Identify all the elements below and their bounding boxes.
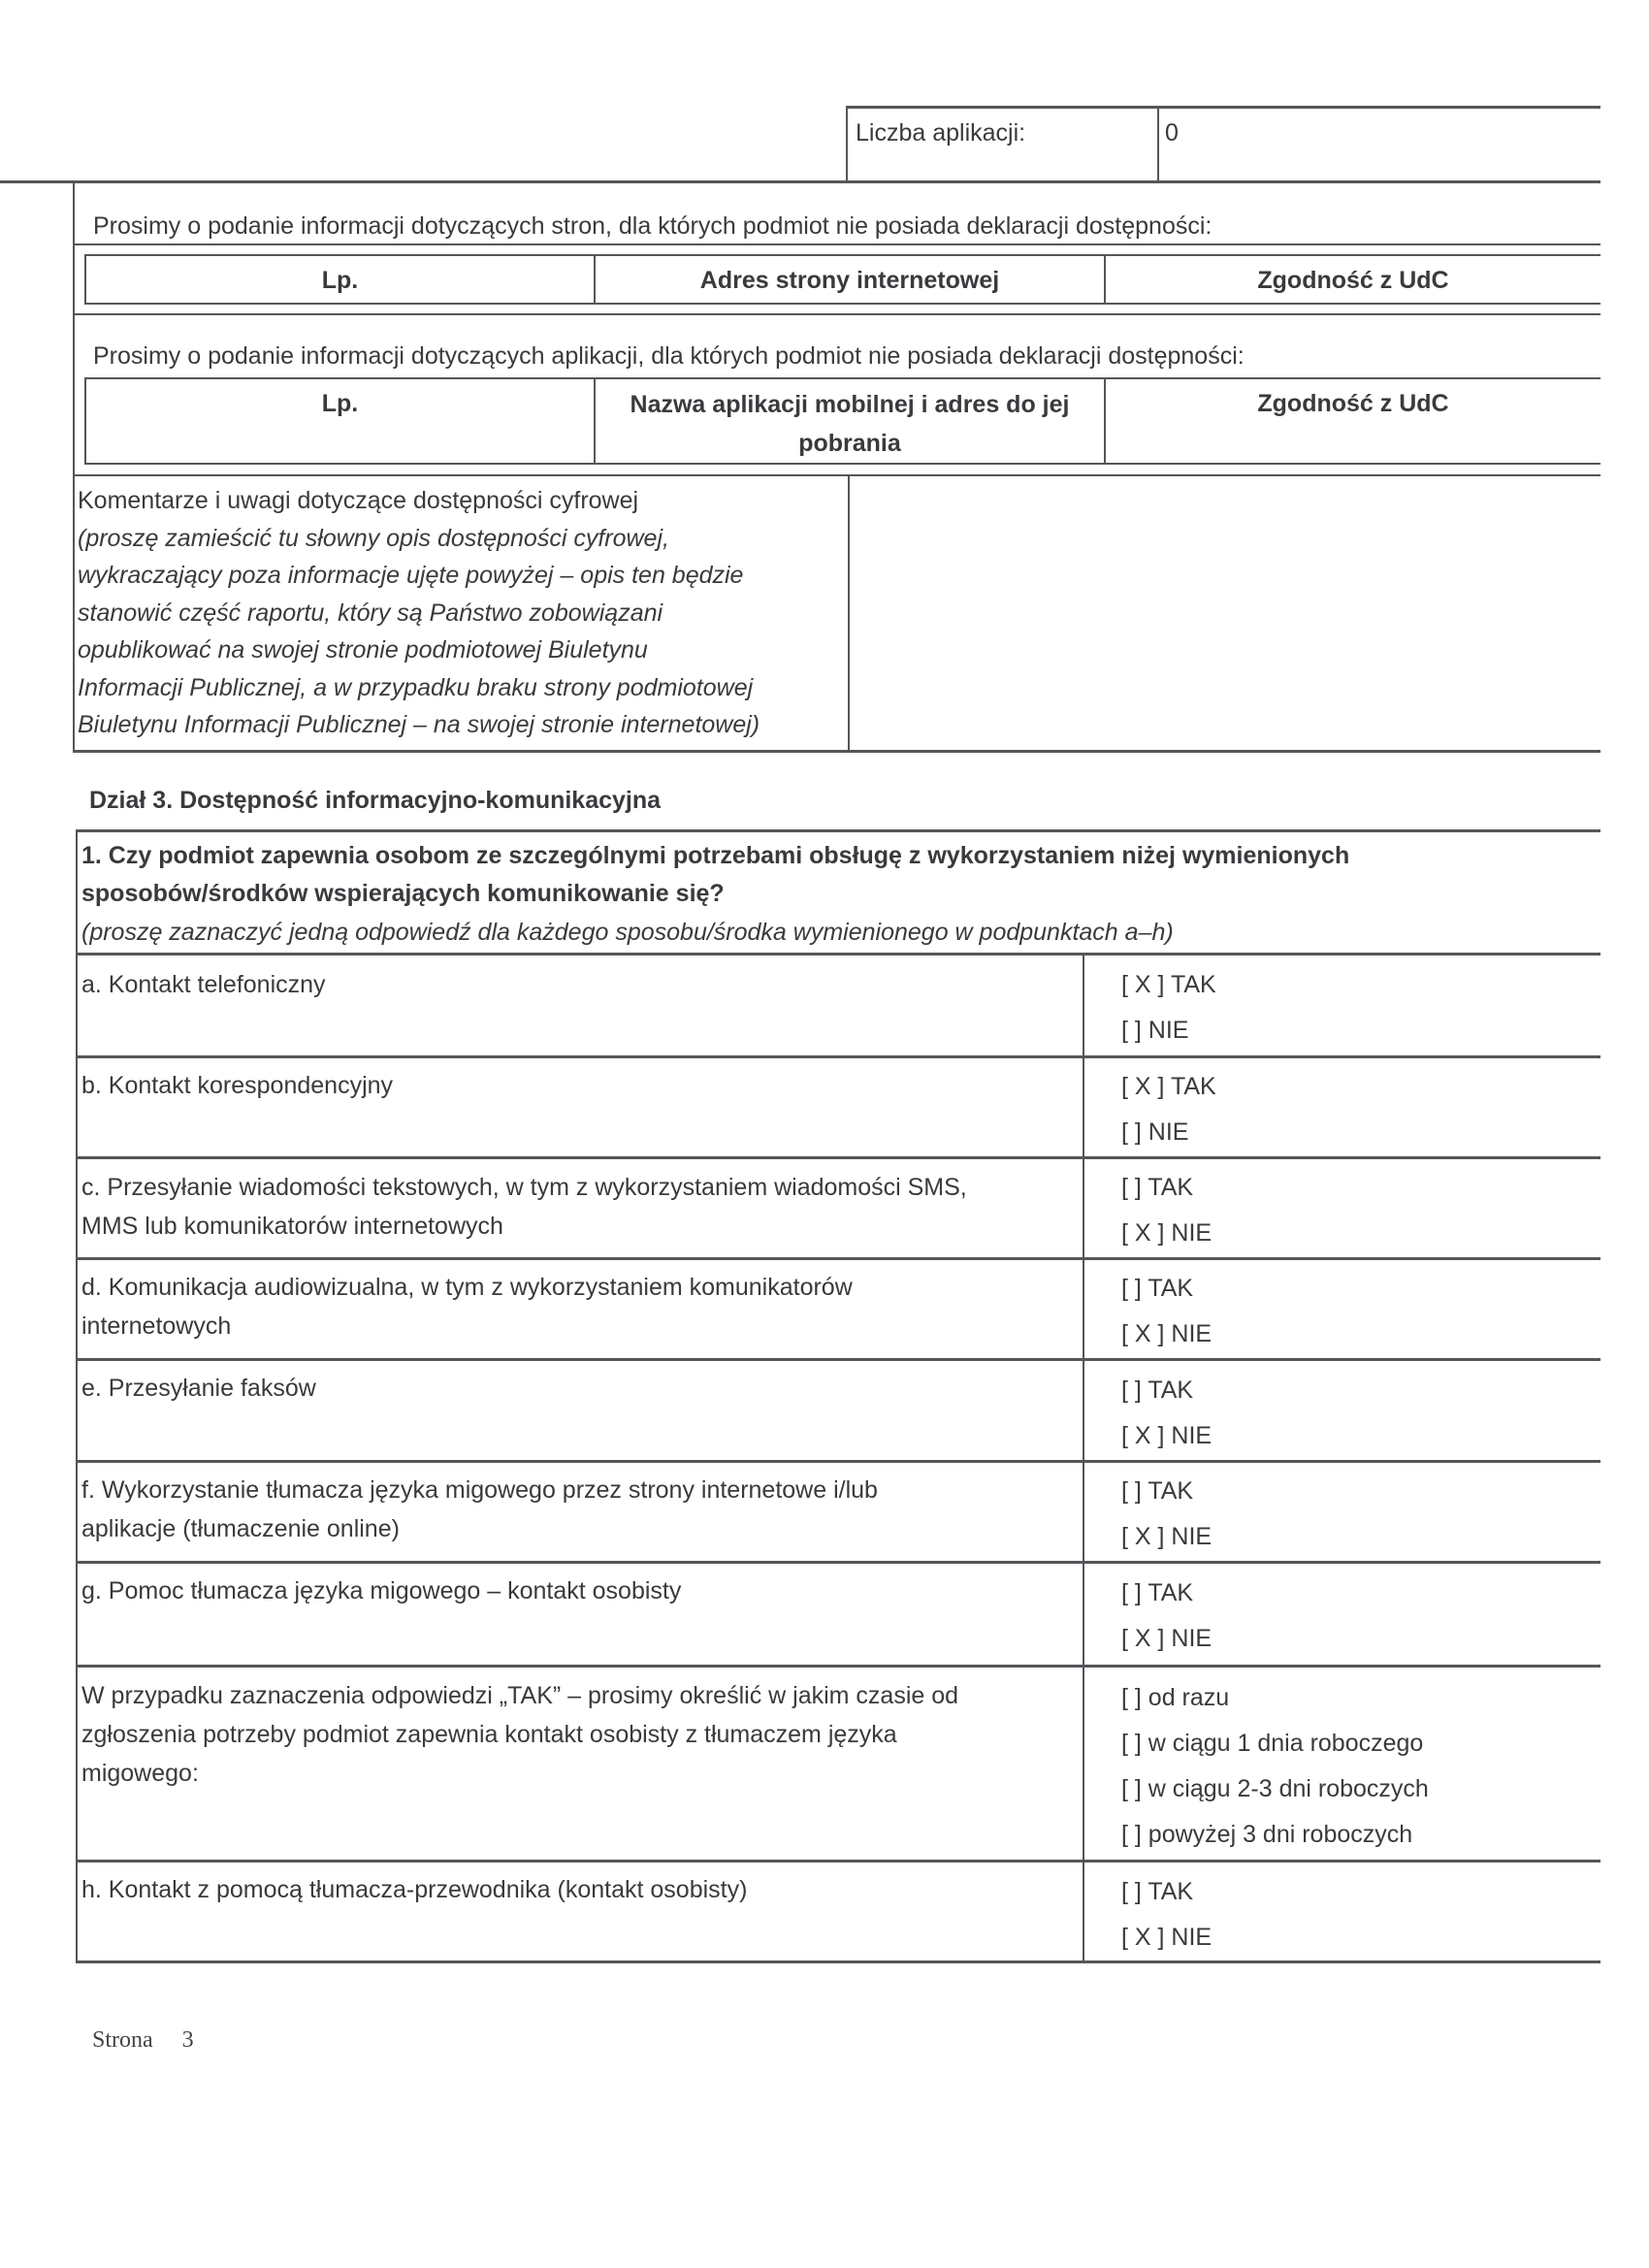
apps-col-compliance: Zgodność z UdC xyxy=(1257,390,1449,417)
comments-hint-4: opublikować na swojej stronie podmiotowej Biuletynu xyxy=(78,636,648,664)
checkbox[interactable]: [ X ] xyxy=(1121,1073,1165,1100)
comments-hint-1: (proszę zamieścić tu słowny opis dostępności cyfrowej, xyxy=(78,524,669,552)
checkbox[interactable]: [ ] xyxy=(1121,1730,1142,1757)
row-g-option-tak[interactable] xyxy=(1121,1578,1193,1607)
option-label: TAK xyxy=(1148,1275,1194,1302)
option-label: TAK xyxy=(1148,1174,1194,1201)
option-label: NIE xyxy=(1171,1924,1212,1951)
row-e-label: e. Przesyłanie faksów xyxy=(81,1375,316,1402)
option-label: NIE xyxy=(1171,1320,1212,1347)
row-b-label: b. Kontakt korespondencyjny xyxy=(81,1072,394,1099)
websites-col-lp: Lp. xyxy=(321,267,359,294)
checkbox[interactable]: [ X ] xyxy=(1121,1422,1165,1449)
row-b-option-tak[interactable] xyxy=(1121,1072,1216,1101)
page-number: 3 xyxy=(181,2027,194,2053)
row-e-option-nie[interactable] xyxy=(1121,1421,1212,1450)
row-g-label: g. Pomoc tłumacza języka migowego – kontakt osobisty xyxy=(81,1577,682,1604)
apps-count-value[interactable]: 0 xyxy=(1165,119,1179,146)
row-f-line-1: f. Wykorzystanie tłumacza języka migowego przez strony internetowe i/lub xyxy=(81,1476,878,1504)
checkbox[interactable]: [ ] xyxy=(1121,1684,1142,1711)
checkbox[interactable]: [ X ] xyxy=(1121,1523,1165,1550)
timing-line-2: zgłoszenia potrzeby podmiot zapewnia kontakt osobisty z tłumaczem języka xyxy=(81,1721,897,1748)
apps-col-name-line2: pobrania xyxy=(798,430,901,457)
checkbox[interactable]: [ X ] xyxy=(1121,971,1165,998)
row-h-option-nie[interactable] xyxy=(1121,1923,1212,1952)
checkbox[interactable]: [ ] xyxy=(1121,1579,1142,1606)
comments-title: Komentarze i uwagi dotyczące dostępności cyfrowej xyxy=(78,487,639,514)
row-h-label: h. Kontakt z pomocą tłumacza-przewodnika (kontakt osobisty) xyxy=(81,1876,748,1903)
option-label: TAK xyxy=(1148,1579,1194,1606)
timing-option-1-day[interactable] xyxy=(1121,1729,1423,1758)
timing-option-over-3-days[interactable] xyxy=(1121,1820,1412,1849)
websites-col-address: Adres strony internetowej xyxy=(699,267,1000,294)
row-f-option-tak[interactable] xyxy=(1121,1476,1193,1506)
row-c-line-1: c. Przesyłanie wiadomości tekstowych, w tym z wykorzystaniem wiadomości SMS, xyxy=(81,1174,967,1201)
option-label: w ciągu 1 dnia roboczego xyxy=(1148,1730,1424,1757)
checkbox[interactable]: [ ] xyxy=(1121,1878,1142,1905)
option-label: NIE xyxy=(1171,1219,1212,1247)
row-f-option-nie[interactable] xyxy=(1121,1522,1212,1551)
checkbox[interactable]: [ ] xyxy=(1121,1174,1142,1201)
websites-col-compliance: Zgodność z UdC xyxy=(1257,267,1449,294)
row-d-line-2: internetowych xyxy=(81,1312,232,1340)
row-c-line-2: MMS lub komunikatorów internetowych xyxy=(81,1213,503,1240)
option-label: powyżej 3 dni roboczych xyxy=(1148,1821,1413,1848)
row-d-option-tak[interactable] xyxy=(1121,1274,1193,1303)
checkbox[interactable]: [ X ] xyxy=(1121,1219,1165,1247)
timing-label xyxy=(81,1676,958,1793)
apps-col-name-line1: Nazwa aplikacji mobilnej i adres do jej xyxy=(630,391,1070,418)
row-a-label: a. Kontakt telefoniczny xyxy=(81,971,326,998)
comments-hint-3: stanowić część raportu, który są Państwo zobowiązani xyxy=(78,599,663,627)
option-label: TAK xyxy=(1148,1477,1194,1505)
comments-hint-2: wykraczający poza informacje ujęte powyżej – opis ten będzie xyxy=(78,562,744,589)
option-label: NIE xyxy=(1171,1523,1212,1550)
row-f-line-2: aplikacje (tłumaczenie online) xyxy=(81,1515,400,1542)
option-label: NIE xyxy=(1148,1017,1189,1044)
section3-question xyxy=(81,837,1349,913)
row-h-option-tak[interactable] xyxy=(1121,1877,1193,1906)
option-label: NIE xyxy=(1171,1422,1212,1449)
checkbox[interactable]: [ ] xyxy=(1121,1775,1142,1802)
row-a-option-nie[interactable] xyxy=(1121,1016,1188,1045)
comments-hint-5: Informacji Publicznej, a w przypadku braku strony podmiotowej xyxy=(78,673,754,701)
checkbox[interactable]: [ ] xyxy=(1121,1377,1142,1404)
row-f-label xyxy=(81,1471,878,1548)
row-a-option-tak[interactable] xyxy=(1121,970,1216,999)
row-c-option-tak[interactable] xyxy=(1121,1173,1193,1202)
checkbox[interactable]: [ ] xyxy=(1121,1118,1142,1146)
comments-hint-6: Biuletynu Informacji Publicznej – na swojej stronie internetowej) xyxy=(78,711,760,738)
option-label: NIE xyxy=(1171,1625,1212,1652)
question-line-1: 1. Czy podmiot zapewnia osobom ze szczególnymi potrzebami obsługę z wykorzystaniem niżej wymienionych xyxy=(81,842,1350,869)
websites-prompt: Prosimy o podanie informacji dotyczących stron, dla których podmiot nie posiada deklaracji dostępności: xyxy=(93,212,1212,240)
checkbox[interactable]: [ X ] xyxy=(1121,1625,1165,1652)
option-label: w ciągu 2-3 dni roboczych xyxy=(1148,1775,1429,1802)
option-label: TAK xyxy=(1170,1073,1216,1100)
row-b-option-nie[interactable] xyxy=(1121,1118,1188,1147)
row-c-option-nie[interactable] xyxy=(1121,1218,1212,1247)
apps-col-lp: Lp. xyxy=(321,390,359,417)
option-label: TAK xyxy=(1170,971,1216,998)
apps-count-label: Liczba aplikacji: xyxy=(856,119,1026,146)
checkbox[interactable]: [ X ] xyxy=(1121,1320,1165,1347)
checkbox[interactable]: [ ] xyxy=(1121,1821,1142,1848)
timing-line-1: W przypadku zaznaczenia odpowiedzi „TAK” – prosimy określić w jakim czasie od xyxy=(81,1682,959,1709)
checkbox[interactable]: [ ] xyxy=(1121,1275,1142,1302)
timing-line-3: migowego: xyxy=(81,1760,199,1787)
apps-col-name xyxy=(596,385,1104,463)
row-g-option-nie[interactable] xyxy=(1121,1624,1212,1653)
row-d-option-nie[interactable] xyxy=(1121,1319,1212,1348)
option-label: TAK xyxy=(1148,1377,1194,1404)
section3-instruction: (proszę zaznaczyć jedną odpowiedź dla każdego sposobu/środka wymienionego w podpunktach a–h) xyxy=(81,919,1174,946)
row-d-line-1: d. Komunikacja audiowizualna, w tym z wykorzystaniem komunikatorów xyxy=(81,1274,853,1301)
row-e-option-tak[interactable] xyxy=(1121,1376,1193,1405)
comments-input[interactable] xyxy=(852,477,1600,749)
option-label: od razu xyxy=(1148,1684,1230,1711)
row-c-label xyxy=(81,1168,967,1246)
row-d-label xyxy=(81,1268,853,1345)
option-label: TAK xyxy=(1148,1878,1194,1905)
checkbox[interactable]: [ X ] xyxy=(1121,1924,1165,1951)
checkbox[interactable]: [ ] xyxy=(1121,1017,1142,1044)
timing-option-2-3-days[interactable] xyxy=(1121,1774,1429,1803)
section3-title: Dział 3. Dostępność informacyjno-komunikacyjna xyxy=(89,787,662,814)
page-label: Strona xyxy=(92,2027,153,2053)
checkbox[interactable]: [ ] xyxy=(1121,1477,1142,1505)
option-label: NIE xyxy=(1148,1118,1189,1146)
comments-label xyxy=(78,482,760,744)
apps-prompt: Prosimy o podanie informacji dotyczących aplikacji, dla których podmiot nie posiada deklaracji dostępności: xyxy=(93,342,1245,370)
timing-option-immediately[interactable] xyxy=(1121,1683,1229,1712)
question-line-2: sposobów/środków wspierających komunikowanie się? xyxy=(81,880,725,907)
page-footer xyxy=(92,2027,194,2054)
